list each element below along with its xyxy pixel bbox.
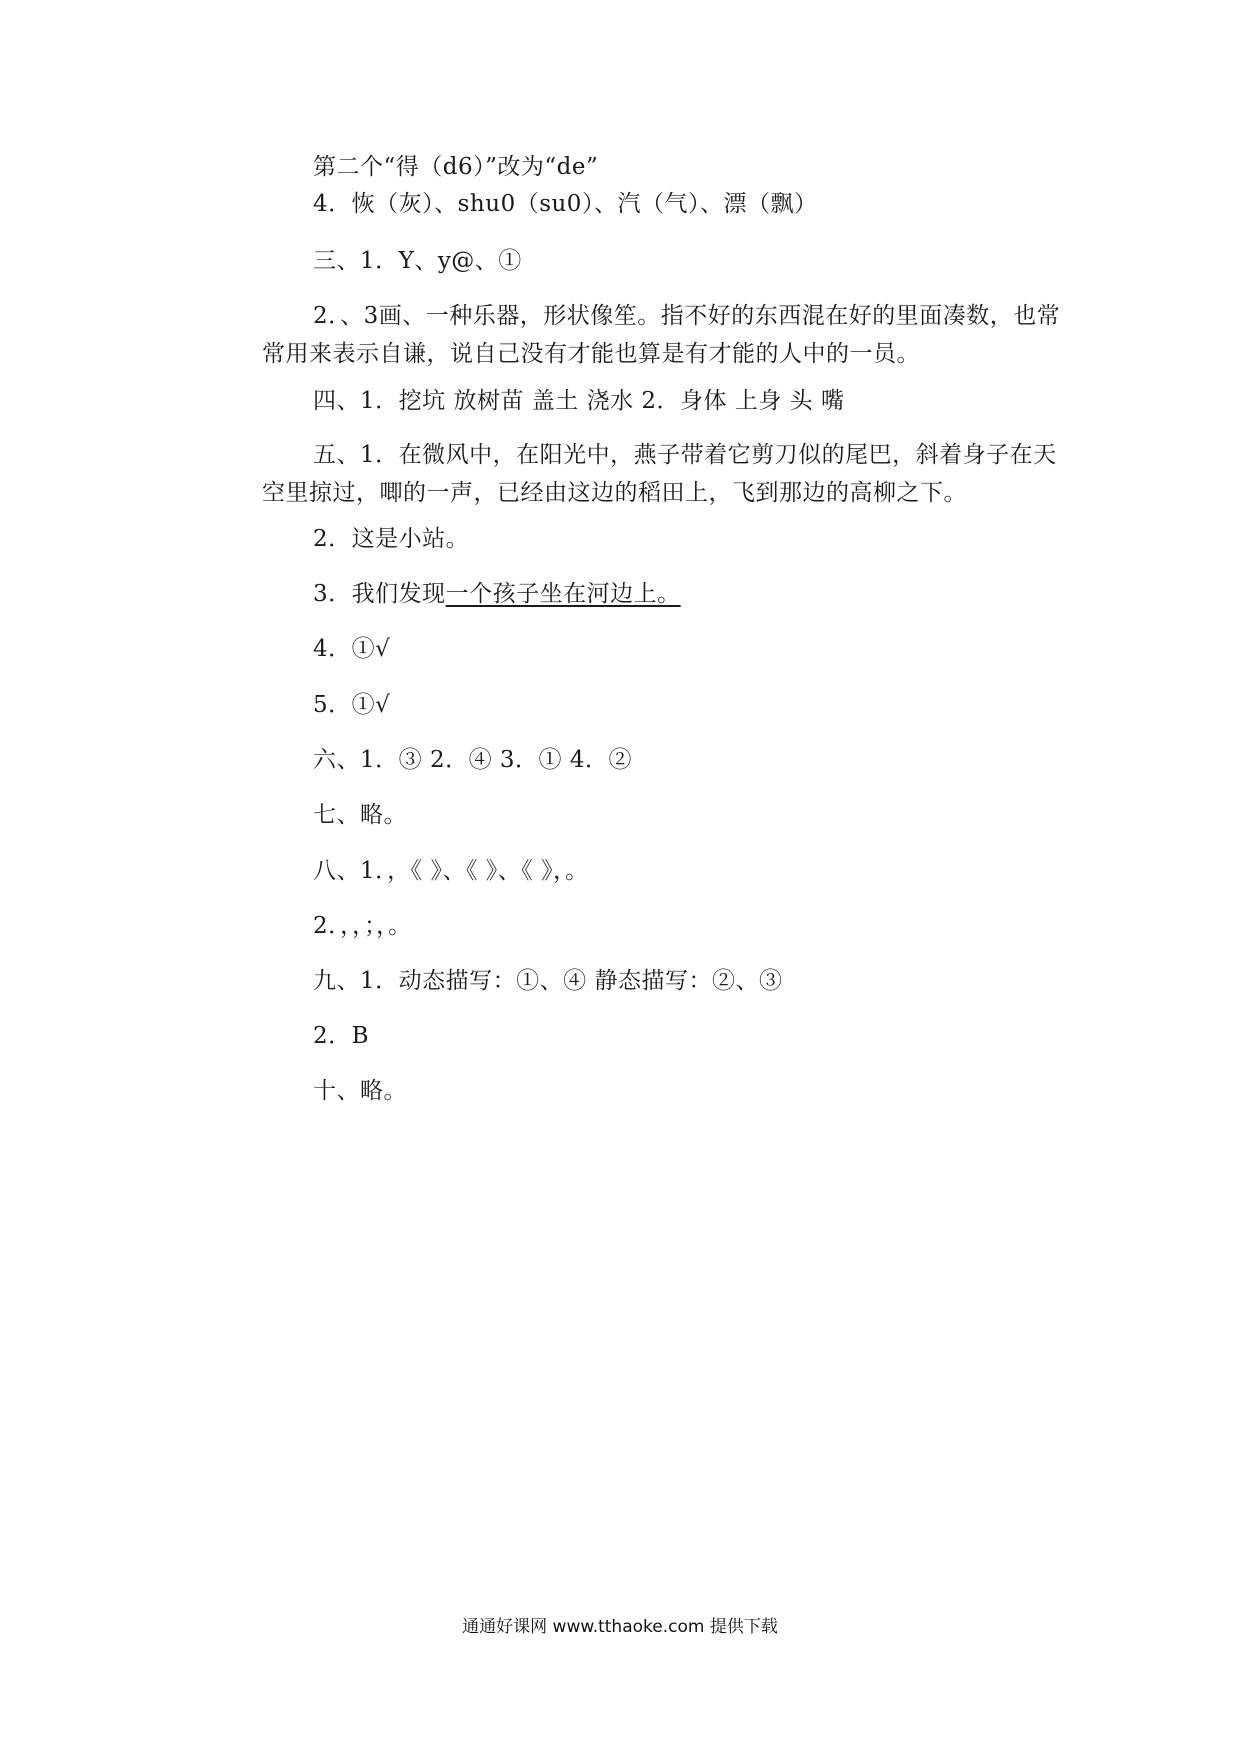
- answer-line: 十、略。: [313, 1078, 407, 1104]
- answer-line: 第二个“得（d6）”改为“de”: [313, 154, 599, 180]
- answer-line: 六、1．③ 2．④ 3．① 4．②: [313, 747, 632, 773]
- answer-line: 5．①√: [313, 692, 391, 718]
- underlined-answer: 一个孩子坐在河边上。: [445, 581, 681, 607]
- answer-paragraph: 五、1．在微风中，在阳光中，燕子带着它剪刀似的尾巴，斜着身子在天空里掠过，唧的一声，已经由这边的稻田上，飞到那边的高柳之下。: [262, 442, 1057, 506]
- answer-line: 2．，，；，。: [313, 913, 412, 939]
- answer-line: [313, 577, 681, 611]
- answer-line: 八、1．，《 》、《 》、《 》，。: [313, 858, 589, 884]
- answer-line: 2．这是小站。: [313, 526, 470, 552]
- answer-line: 2．B: [313, 1023, 370, 1049]
- answer-paragraph: 2．、3画、一种乐器，形状像笙。指不好的东西混在好的里面凑数，也常常用来表示自谦，说自己没有才能也算是有才能的人中的一员。: [262, 303, 1061, 367]
- answer-line: 七、略。: [313, 802, 407, 828]
- page-footer: 通通好课网 www.tthaoke.com 提供下载: [462, 1617, 778, 1637]
- answer-line: 4．恢（灰）、shu0（su0）、汽（气）、漂（飘）: [313, 191, 818, 217]
- answer-line: 三、1．Y、y@、①: [313, 248, 522, 274]
- answer-line: 九、1．动态描写：①、④ 静态描写：②、③: [313, 968, 783, 994]
- answer-line: 4．①√: [313, 636, 391, 662]
- answer-line: 四、1．挖坑 放树苗 盖土 浇水 2．身体 上身 头 嘴: [313, 388, 845, 414]
- answer-text: 3．我们发现: [313, 581, 446, 607]
